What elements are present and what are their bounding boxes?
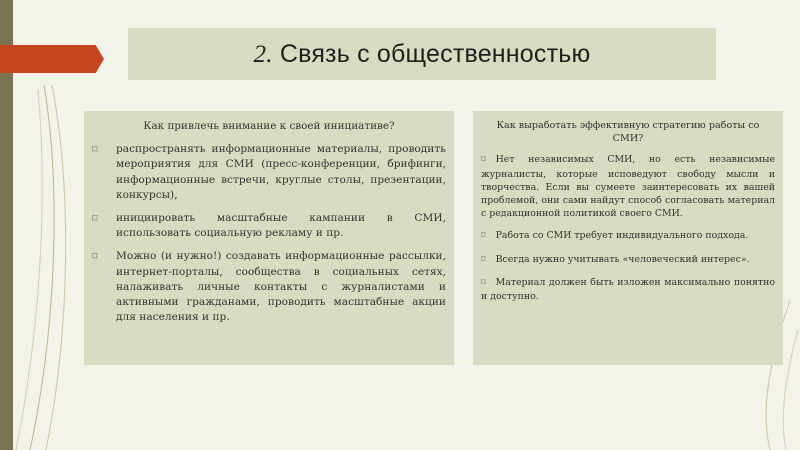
- page-title: [254, 40, 591, 69]
- bullet-icon: ⌑: [92, 250, 98, 264]
- list-item: [481, 153, 775, 220]
- list-item-text: инициировать масштабные кампании в СМИ, использовать социальную рекламу и пр.: [116, 212, 446, 240]
- list-item-text: Всегда нужно учитывать «человеческий интерес».: [495, 253, 750, 265]
- list-item: [92, 142, 446, 203]
- list-item-text: распространять информационные материалы, проводить мероприятия для СМИ (пресс-конференции, брифинги, информационные встречи, круглые столы, презентации, конкурсы),: [116, 143, 446, 201]
- right-panel: [473, 111, 783, 365]
- title-number: 2.: [253, 40, 273, 68]
- list-item: [481, 229, 775, 243]
- bullet-icon: ⌑: [481, 231, 486, 242]
- list-item-text: Работа со СМИ требует индивидуального подхода.: [495, 230, 749, 242]
- list-item-text: Нет независимых СМИ, но есть независимые журналисты, которые исповедуют свободу мысли и творчества. Если вы сумеете заинтересовать их вашей проблемой, они сами найдут способ согласовать материал с редакционной политикой своего СМИ.: [481, 154, 775, 220]
- bullet-icon: ⌑: [92, 143, 98, 157]
- list-item: [92, 211, 446, 241]
- bullet-icon: ⌑: [481, 254, 486, 265]
- left-panel: [84, 111, 454, 365]
- right-panel-heading: Как выработать эффективную стратегию работы со СМИ?: [496, 120, 760, 145]
- list-item-text: Материал должен быть изложен максимально понятно и доступно.: [481, 276, 775, 303]
- title-bar: [128, 28, 716, 80]
- left-panel-heading: Как привлечь внимание к своей инициативе?: [143, 120, 395, 132]
- list-item: [481, 253, 775, 267]
- list-item: [481, 276, 775, 303]
- bullet-icon: ⌑: [92, 212, 98, 226]
- list-item: [92, 249, 446, 325]
- title-text: Связь с общественностью: [279, 39, 591, 68]
- list-item-text: Можно (и нужно!) создавать информационные рассылки, интернет-порталы, сообщества в социальных сетях, налаживать личные контакты с журналистами и активными гражданами, проводить масштабные акции для населения и пр.: [116, 250, 446, 324]
- bullet-icon: ⌑: [481, 155, 486, 166]
- title-accent-arrow: [0, 45, 104, 73]
- bullet-icon: ⌑: [481, 277, 486, 288]
